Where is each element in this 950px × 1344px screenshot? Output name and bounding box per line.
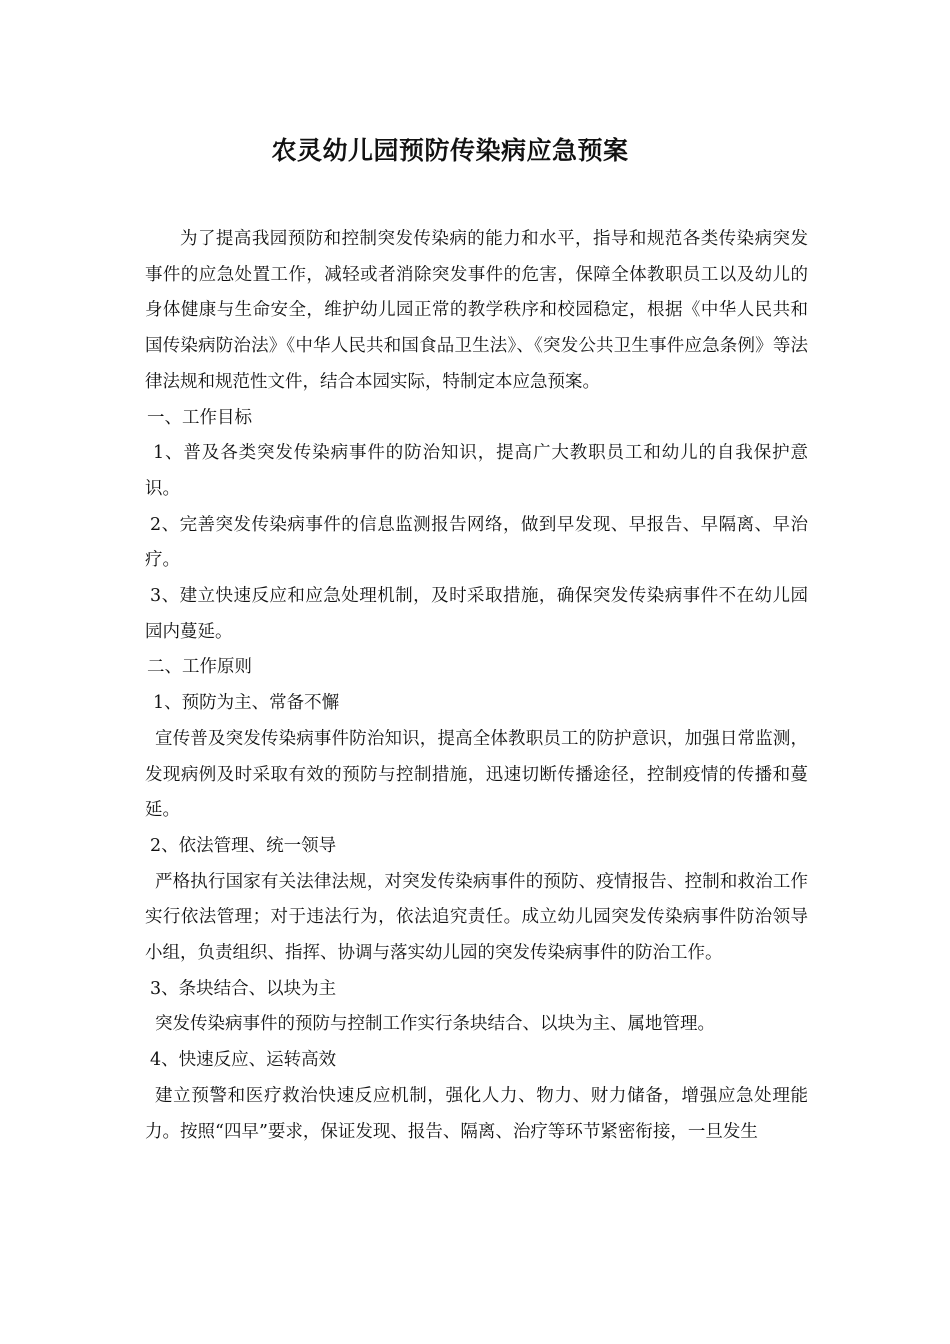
principle-heading-4: 4、快速反应、运转高效 xyxy=(150,1050,337,1071)
principle-text-2: 严格执行国家有关法律法规，对突发传染病事件的预防、疫情报告、控制和救治工作实行依法管理；对于违法行为，依法追究责任。成立幼儿园突发传染病事件防治领导小组，负责组织、指挥、协调与落实幼儿园的突发传染病事件的防治工作。 xyxy=(145,871,808,964)
goal-item-2: 2、完善突发传染病事件的信息监测报告网络，做到早发现、早报告、早隔离、早治疗。 xyxy=(145,514,808,571)
principle-text-3: 突发传染病事件的预防与控制工作实行条块结合、以块为主、属地管理。 xyxy=(155,1014,715,1035)
principle-text-4: 建立预警和医疗救治快速反应机制，强化人力、物力、财力储备，增强应急处理能力。按照“四早”要求，保证发现、报告、隔离、治疗等环节紧密衔接，一旦发生 xyxy=(145,1085,808,1142)
section-heading-goals: 一、工作目标 xyxy=(147,407,252,428)
section-heading-principles: 二、工作原则 xyxy=(147,657,252,678)
intro-paragraph: 为了提高我园预防和控制突发传染病的能力和水平，指导和规范各类传染病突发事件的应急处置工作，减轻或者消除突发事件的危害，保障全体教职员工以及幼儿的身体健康与生命安全，维护幼儿园正常的教学秩序和校园稳定，根据《中华人民共和国传染病防治法》《中华人民共和国食品卫生法》、《突发公共卫生事件应急条例》等法律法规和规范性文件，结合本园实际，特制定本应急预案。 xyxy=(145,229,808,392)
document-title: 农灵幼儿园预防传染病应急预案 xyxy=(271,136,629,165)
principle-heading-1: 1、预防为主、常备不懈 xyxy=(153,693,340,714)
goal-item-1: 1、普及各类突发传染病事件的防治知识，提高广大教职员工和幼儿的自我保护意识。 xyxy=(145,443,808,499)
principle-heading-3: 3、条块结合、以块为主 xyxy=(150,978,337,999)
goal-item-3: 3、建立快速反应和应急处理机制，及时采取措施，确保突发传染病事件不在幼儿园园内蔓延。 xyxy=(145,586,808,642)
document-body xyxy=(145,222,808,1150)
principle-text-1: 宣传普及突发传染病事件防治知识，提高全体教职员工的防护意识，加强日常监测，发现病例及时采取有效的预防与控制措施，迅速切断传播途径，控制疫情的传播和蔓延。 xyxy=(145,728,808,821)
principle-heading-2: 2、依法管理、统一领导 xyxy=(150,835,337,856)
